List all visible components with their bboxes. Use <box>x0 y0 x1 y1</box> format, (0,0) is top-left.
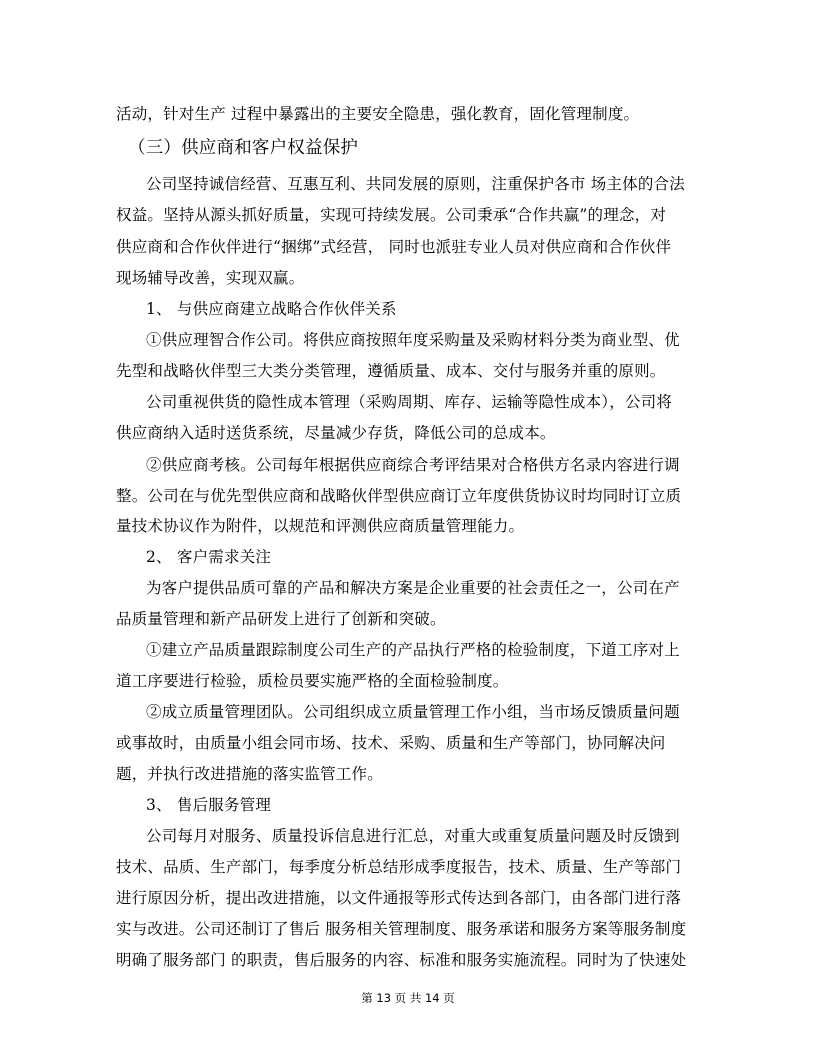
paragraph-line: 公司每月对服务、质量投诉信息进行汇总，对重大或重复质量问题及时反馈到 <box>146 827 680 845</box>
paragraph-line: ①建立产品质量跟踪制度公司生产的产品执行严格的检验制度，下道工序对上 <box>146 641 680 659</box>
paragraph-line: 道工序要进行检验，质检员要实施严格的全面检验制度。 <box>116 672 509 690</box>
paragraph-line: 为客户提供品质可靠的产品和解决方案是企业重要的社会责任之一，公司在产 <box>146 579 680 597</box>
section-heading: （三）供应商和客户权益保护 <box>128 138 359 158</box>
page-footer: 第 13 页 共 14 页 <box>361 991 455 1005</box>
paragraph-line: 公司重视供货的隐性成本管理（采购周期、库存、运输等隐性成本），公司将 <box>146 393 673 411</box>
subsection-heading: 3、 售后服务管理 <box>146 796 272 814</box>
paragraph-line: 实与改进。公司还制订了售后 服务相关管理制度、服务承诺和服务方案等服务制度 <box>116 920 687 938</box>
paragraph-line: 技术、品质、生产部门，每季度分析总结形成季度报告，技术、质量、生产等部门 <box>116 858 682 876</box>
paragraph-line: 活动，针对生产 过程中暴露出的主要安全隐患，强化教育，固化管理制度。 <box>116 105 640 123</box>
paragraph-line: 题，并执行改进措施的落实监管工作。 <box>116 765 383 783</box>
paragraph-line: ②供应商考核。公司每年根据供应商综合考评结果对合格供方名录内容进行调 <box>146 456 680 474</box>
paragraph-line: ①供应理智合作公司。将供应商按照年度采购量及采购材料分类为商业型、优 <box>146 331 680 349</box>
subsection-heading: 2、 客户需求关注 <box>146 548 272 566</box>
paragraph-line: 整。公司在与优先型供应商和战略伙伴型供应商订立年度供货协议时均同时订立质 <box>116 487 682 505</box>
paragraph-line: 现场辅导改善，实现双赢。 <box>116 269 305 287</box>
paragraph-line: 品质量管理和新产品研发上进行了创新和突破。 <box>116 610 446 628</box>
paragraph-line: 公司坚持诚信经营、互惠互利、共同发展的原则，注重保护各市 场主体的合法 <box>146 175 685 193</box>
paragraph-line: 或事故时，由质量小组会同市场、技术、采购、质量和生产等部门，协同解决问 <box>116 734 666 752</box>
paragraph-line: 进行原因分析，提出改进措施，以文件通报等形式传达到各部门，由各部门进行落 <box>116 889 682 907</box>
paragraph-line: 供应商纳入适时送货系统，尽量减少存货，降低公司的总成本。 <box>116 424 556 442</box>
paragraph-line: ②成立质量管理团队。公司组织成立质量管理工作小组，当市场反馈质量问题 <box>146 703 680 721</box>
paragraph-line: 量技术协议作为附件，以规范和评测供应商质量管理能力。 <box>116 517 525 535</box>
paragraph-line: 先型和战略伙伴型三大类分类管理，遵循质量、成本、交付与服务并重的原则。 <box>116 362 666 380</box>
paragraph-line: 供应商和合作伙伴进行“捆绑”式经营， 同时也派驻专业人员对供应商和合作伙伴 <box>116 238 672 256</box>
subsection-heading: 1、 与供应商建立战略合作伙伴关系 <box>146 300 397 318</box>
paragraph-line: 权益。坚持从源头抓好质量，实现可持续发展。公司秉承“合作共赢”的理念，对 <box>116 206 667 224</box>
paragraph-line: 明确了服务部门 的职责，售后服务的内容、标准和服务实施流程。同时为了快速处 <box>116 951 687 969</box>
